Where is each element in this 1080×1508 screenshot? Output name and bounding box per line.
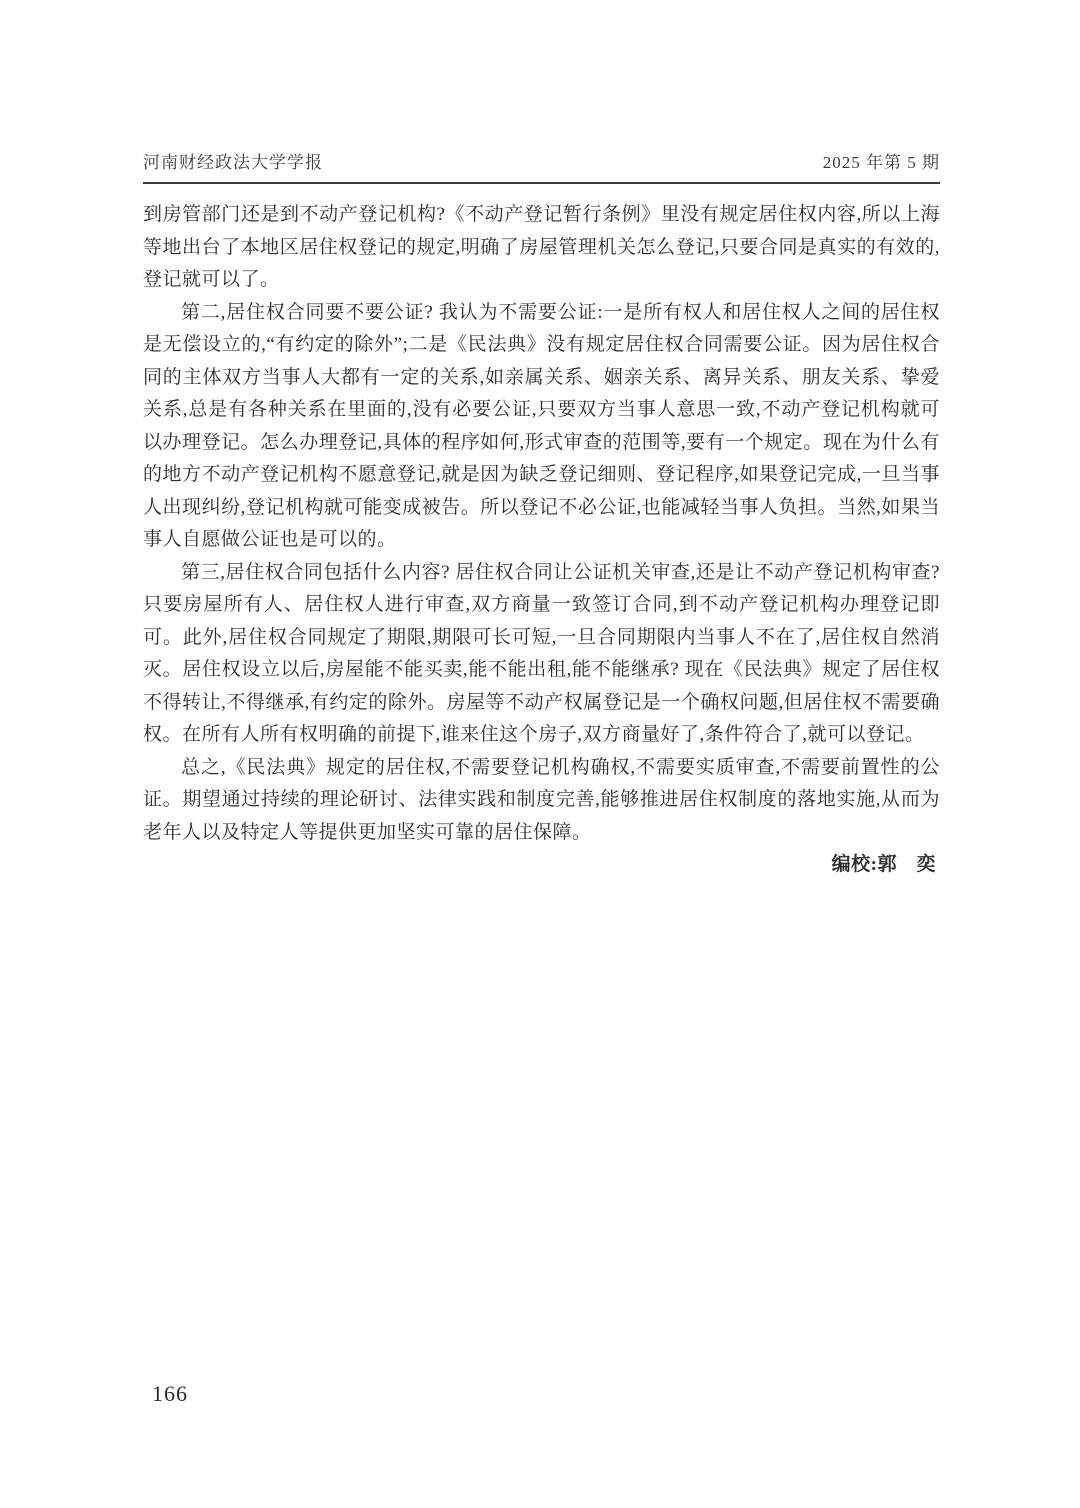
editor-credit: 编校:郭 奕 — [831, 854, 936, 875]
page-header — [143, 148, 940, 182]
paragraph-second-point: 第二,居住权合同要不要公证? 我认为不需要公证:一是所有权人和居住权人之间的居住权是无偿设立的,“有约定的除外”;二是《民法典》没有规定居住权合同需要公证。因为居住权合同的主体双方当事人大都有一定的关系,如亲属关系、姻亲关系、离异关系、朋友关系、挚爱关系,总是有各种关系在里面的,没有必要公证,只要双方当事人意思一致,不动产登记机构就可以办理登记。怎么办理登记,具体的程序如何,形式审查的范围等,要有一个规定。现在为什么有的地方不动产登记机构不愿意登记,就是因为缺乏登记细则、登记程序,如果登记完成,一旦当事人出现纠纷,登记机构就可能变成被告。所以登记不必公证,也能减轻当事人负担。当然,如果当事人自愿做公证也是可以的。 — [143, 301, 940, 550]
article-body — [143, 199, 940, 882]
journal-name: 河南财经政法大学学报 — [143, 153, 323, 172]
paragraph-continuation: 到房管部门还是到不动产登记机构?《不动产登记暂行条例》里没有规定居住权内容,所以上海等地出台了本地区居住权登记的规定,明确了房屋管理机关怎么登记,只要合同是真实的有效的,登记就可以了。 — [143, 204, 940, 290]
issue-label: 2025 年第 5 期 — [822, 153, 940, 172]
page-number: 166 — [152, 1381, 188, 1406]
paragraph-third-point: 第三,居住权合同包括什么内容? 居住权合同让公证机关审查,还是让不动产登记机构审查? 只要房屋所有人、居住权人进行审查,双方商量一致签订合同,到不动产登记机构办理登记即可。此外,居住权合同规定了期限,期限可长可短,一旦合同期限内当事人不在了,居住权自然消灭。居住权设立以后,房屋能不能买卖,能不能出租,能不能继承? 现在《民法典》规定了居住权不得转让,不得继承,有约定的除外。房屋等不动产权属登记是一个确权问题,但居住权不需要确权。在所有人所有权明确的前提下,谁来住这个房子,双方商量好了,条件符合了,就可以登记。 — [143, 561, 940, 745]
paragraph-conclusion: 总之,《民法典》规定的居住权,不需要登记机构确权,不需要实质审查,不需要前置性的公证。期望通过持续的理论研讨、法律实践和制度完善,能够推进居住权制度的落地实施,从而为老年人以及特定人等提供更加坚实可靠的居住保障。 — [143, 756, 940, 843]
header-rule — [143, 182, 940, 184]
